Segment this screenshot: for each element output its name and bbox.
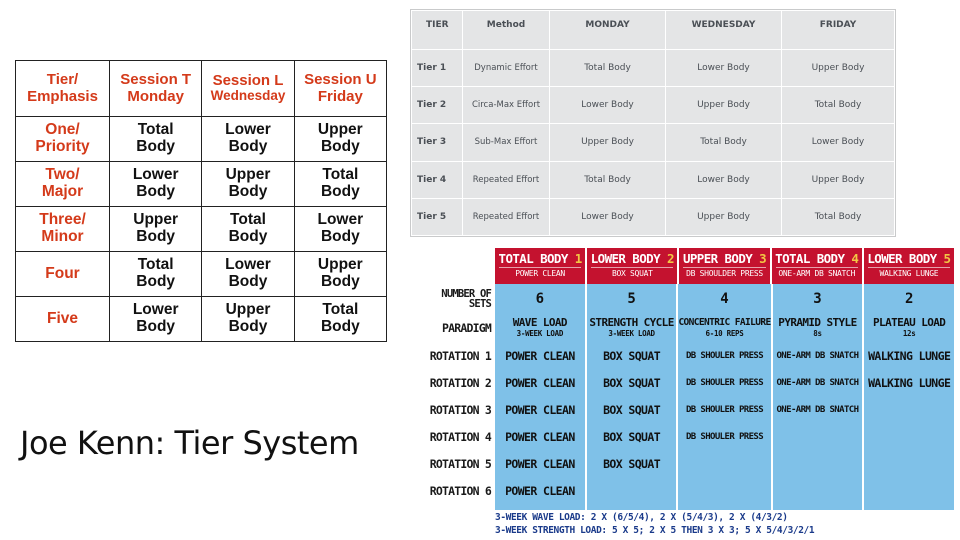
session-cell [110, 117, 202, 162]
rotation-empty-cell [864, 450, 954, 477]
rotation-empty-cell [864, 477, 954, 504]
column-title [864, 248, 954, 267]
rotation-exercise-cell: ONE-ARM DB SNATCH [776, 350, 859, 361]
rotation-exercise-cell: POWER CLEAN [505, 483, 575, 498]
program-header-row [495, 248, 954, 284]
column-number: 5 [943, 251, 951, 266]
tier-label: Four [45, 264, 80, 282]
session-body-part: Lower [225, 256, 271, 274]
session-body-part: Lower [132, 301, 179, 319]
session-cell [202, 252, 294, 297]
rotation-exercise-cell: DB SHOULER PRESS [685, 350, 764, 361]
column-title-text: LOWER BODY [590, 251, 660, 266]
column-title-text: UPPER BODY [682, 251, 753, 266]
method-table-row [412, 124, 895, 161]
friday-cell: Upper Body [782, 50, 895, 87]
session-body-word: Body [320, 273, 360, 290]
rotation-exercise-cell: WALKING LUNGE [868, 348, 951, 363]
tier-cell: Tier 5 [412, 198, 463, 235]
tier-emphasis-table [15, 60, 387, 342]
rotation-exercise-cell: BOX SQUAT [603, 348, 661, 363]
rotation-exercise-cell: DB SHOULER PRESS [685, 431, 764, 442]
session-body-part: Upper [225, 166, 271, 184]
rotation-empty-cell [678, 450, 770, 477]
program-grid [495, 284, 954, 510]
rotation-empty-cell [773, 423, 863, 450]
tier-label: One/ [45, 121, 80, 139]
paradigm-detail: 8s [813, 329, 822, 338]
session-body-part: Total [137, 121, 174, 139]
rotation-empty-cell [864, 396, 954, 423]
session-body-word: Body [320, 138, 360, 155]
monday-cell: Total Body [550, 161, 666, 198]
column-exercise: ONE-ARM DB SNATCH [776, 267, 858, 280]
session-body-word: Body [320, 228, 360, 245]
method-col-header: Method [463, 11, 550, 50]
session-l-header: Session L Wednesday [202, 61, 294, 117]
friday-cell: Total Body [782, 87, 895, 124]
tier-table-row [16, 297, 387, 342]
friday-col-header: FRIDAY [782, 11, 895, 50]
tier-label-cell [16, 117, 110, 162]
column-title [772, 248, 862, 267]
session-body-part: Total [137, 256, 174, 274]
rotation-exercise-cell: ONE-ARM DB SNATCH [776, 377, 859, 388]
session-body-word: Body [136, 183, 176, 200]
program-row-label: NUMBER OF SETS [441, 287, 491, 310]
session-body-part: Total [322, 166, 359, 184]
tier-cell: Tier 3 [412, 124, 463, 161]
paradigm-detail: 3-WEEK LOAD [516, 329, 564, 338]
column-number: 1 [574, 251, 582, 266]
session-body-part: Lower [225, 121, 271, 139]
session-body-part: Lower [317, 211, 364, 229]
tier-emphasis-header: Tier/ Emphasis [16, 61, 110, 117]
column-title [495, 248, 585, 267]
rotation-exercise-cell: POWER CLEAN [505, 402, 575, 417]
session-cell [202, 207, 294, 252]
monday-cell: Total Body [550, 50, 666, 87]
tier-cell: Tier 4 [412, 161, 463, 198]
program-column [495, 284, 587, 510]
session-cell [294, 252, 386, 297]
program-column [864, 284, 954, 510]
rotation-exercise-cell: POWER CLEAN [505, 456, 575, 471]
tier-label: Three/ [39, 211, 86, 229]
session-cell [294, 117, 386, 162]
method-table-panel [410, 9, 896, 237]
session-cell [110, 297, 202, 342]
tier-method-table [411, 10, 895, 236]
program-column [678, 284, 772, 510]
column-title-text: TOTAL BODY [498, 251, 568, 266]
column-exercise: BOX SQUAT [591, 267, 673, 280]
session-body-word: Body [228, 318, 268, 335]
column-number: 3 [759, 251, 767, 266]
rotation-exercise-cell: WALKING LUNGE [868, 375, 951, 390]
friday-cell: Upper Body [782, 161, 895, 198]
session-body-word: Body [320, 183, 360, 200]
session-body-word: Body [136, 228, 176, 245]
method-table-row [412, 198, 895, 235]
session-cell [294, 297, 386, 342]
session-cell [202, 297, 294, 342]
tier-col-header: TIER [412, 11, 463, 50]
method-table-header-row [412, 11, 895, 50]
paradigm-detail: 3-WEEK LOAD [608, 329, 655, 338]
session-body-word: Body [228, 273, 268, 290]
rotation-program-chart [429, 248, 954, 540]
session-body-word: Body [136, 318, 176, 335]
rotation-empty-cell [678, 477, 770, 504]
program-row-label: PARADIGM [442, 320, 491, 335]
tier-label-cell [16, 252, 110, 297]
session-cell [202, 117, 294, 162]
tier-table-row [16, 162, 387, 207]
program-column-header [587, 248, 679, 284]
session-body-part: Upper [225, 301, 271, 319]
rotation-exercise-cell: BOX SQUAT [603, 456, 661, 471]
sets-cell: 3 [813, 290, 822, 307]
session-u-header: Session U Friday [294, 61, 386, 117]
program-row-label: ROTATION 6 [429, 483, 491, 498]
sets-cell: 2 [904, 290, 914, 307]
session-cell [110, 207, 202, 252]
session-body-word: Body [320, 318, 360, 335]
paradigm-cell [773, 313, 863, 342]
column-title-text: TOTAL BODY [775, 251, 845, 266]
tier-label: Two/ [45, 166, 80, 184]
paradigm-name: CONCENTRIC FAILURE [678, 317, 771, 328]
wednesday-cell: Lower Body [666, 161, 782, 198]
column-exercise: POWER CLEAN [499, 267, 581, 280]
wednesday-cell: Total Body [666, 124, 782, 161]
column-title [679, 248, 769, 267]
tier-emphasis-label: Priority [35, 138, 90, 155]
tier-table-header-row [16, 61, 387, 117]
session-body-part: Upper [317, 256, 363, 274]
program-row-label: ROTATION 3 [429, 402, 491, 417]
slide-caption: Joe Kenn: Tier System [20, 424, 359, 462]
session-body-part: Upper [317, 121, 363, 139]
rotation-exercise-cell: POWER CLEAN [505, 429, 575, 444]
monday-cell: Upper Body [550, 124, 666, 161]
wednesday-col-header: WEDNESDAY [666, 11, 782, 50]
program-column-header [495, 248, 587, 284]
rotation-exercise-cell: POWER CLEAN [505, 348, 575, 363]
program-row-label: ROTATION 1 [429, 348, 491, 363]
rotation-exercise-cell: BOX SQUAT [603, 429, 661, 444]
session-body-word: Body [136, 138, 176, 155]
tier-cell: Tier 1 [412, 50, 463, 87]
session-body-word: Body [136, 273, 176, 290]
rotation-empty-cell [587, 477, 677, 504]
rotation-exercise-cell: ONE-ARM DB SNATCH [776, 404, 859, 415]
paradigm-detail: 6-10 REPS [705, 329, 744, 338]
program-row-labels [429, 284, 495, 504]
tier-table-row [16, 252, 387, 297]
column-number: 4 [851, 251, 859, 266]
session-body-part: Lower [132, 166, 179, 184]
program-notes [495, 511, 954, 537]
friday-cell: Lower Body [782, 124, 895, 161]
rotation-exercise-cell: DB SHOULER PRESS [685, 404, 764, 415]
session-body-part: Total [322, 301, 359, 319]
method-table-row [412, 161, 895, 198]
tier-label-cell [16, 162, 110, 207]
method-cell: Sub-Max Effort [463, 124, 550, 161]
tier-table-row [16, 117, 387, 162]
wave-load-note: 3-WEEK WAVE LOAD: 2 X (6/5/4), 2 X (5/4/3), 2 X (4/3/2) [495, 512, 788, 523]
column-number: 2 [666, 251, 674, 266]
session-body-word: Body [228, 183, 268, 200]
tier-label-cell [16, 207, 110, 252]
sets-cell: 5 [627, 290, 636, 307]
column-title-text: LOWER BODY [867, 251, 937, 266]
strength-load-note: 3-WEEK STRENGTH LOAD: 5 X 5; 2 X 5 THEN 3 X 3; 5 X 5/4/3/2/1 [495, 525, 815, 536]
session-cell [294, 207, 386, 252]
rotation-exercise-cell: BOX SQUAT [603, 402, 661, 417]
session-body-word: Body [228, 228, 268, 245]
program-column [773, 284, 865, 510]
wednesday-cell: Upper Body [666, 198, 782, 235]
session-body-part: Total [230, 211, 266, 229]
paradigm-detail: 12s [902, 329, 916, 338]
tier-label-cell [16, 297, 110, 342]
paradigm-name: STRENGTH CYCLE [589, 316, 674, 329]
sets-cell: 4 [720, 290, 729, 307]
method-table-row [412, 50, 895, 87]
program-row-label: ROTATION 2 [429, 375, 491, 390]
paradigm-cell [495, 313, 585, 342]
method-cell: Dynamic Effort [463, 50, 550, 87]
method-table-row [412, 87, 895, 124]
session-cell [110, 252, 202, 297]
rotation-empty-cell [773, 450, 863, 477]
rotation-exercise-cell: POWER CLEAN [505, 375, 575, 390]
session-body-word: Body [228, 138, 268, 155]
rotation-empty-cell [864, 423, 954, 450]
rotation-empty-cell [773, 477, 863, 504]
tier-label: Five [46, 309, 78, 327]
program-row-label: ROTATION 5 [429, 456, 491, 471]
tier-table-row [16, 207, 387, 252]
session-t-header: Session T Monday [110, 61, 202, 117]
program-column-header [772, 248, 864, 284]
method-cell: Circa-Max Effort [463, 87, 550, 124]
method-cell: Repeated Effort [463, 161, 550, 198]
tier-emphasis-label: Minor [41, 228, 84, 245]
wednesday-cell: Upper Body [666, 87, 782, 124]
tier-emphasis-label: Major [41, 183, 84, 200]
rotation-exercise-cell: BOX SQUAT [603, 375, 661, 390]
paradigm-name: PYRAMID STYLE [778, 316, 857, 329]
column-exercise: WALKING LUNGE [868, 267, 950, 280]
column-title [587, 248, 677, 267]
monday-cell: Lower Body [550, 198, 666, 235]
wednesday-cell: Lower Body [666, 50, 782, 87]
session-cell [202, 162, 294, 207]
tier-cell: Tier 2 [412, 87, 463, 124]
paradigm-cell [864, 313, 954, 342]
session-body-part: Upper [133, 211, 179, 229]
paradigm-cell [587, 313, 677, 342]
paradigm-name: WAVE LOAD [512, 316, 567, 329]
program-column [587, 284, 679, 510]
monday-cell: Lower Body [550, 87, 666, 124]
session-cell [110, 162, 202, 207]
paradigm-name: PLATEAU LOAD [873, 316, 946, 329]
method-cell: Repeated Effort [463, 198, 550, 235]
paradigm-cell [678, 313, 770, 342]
rotation-exercise-cell: DB SHOULER PRESS [685, 377, 764, 388]
program-column-header [679, 248, 771, 284]
column-exercise: DB SHOULDER PRESS [683, 267, 765, 280]
program-column-header [864, 248, 954, 284]
session-cell [294, 162, 386, 207]
program-row-label: ROTATION 4 [429, 429, 491, 444]
sets-cell: 6 [535, 290, 545, 307]
monday-col-header: MONDAY [550, 11, 666, 50]
friday-cell: Total Body [782, 198, 895, 235]
